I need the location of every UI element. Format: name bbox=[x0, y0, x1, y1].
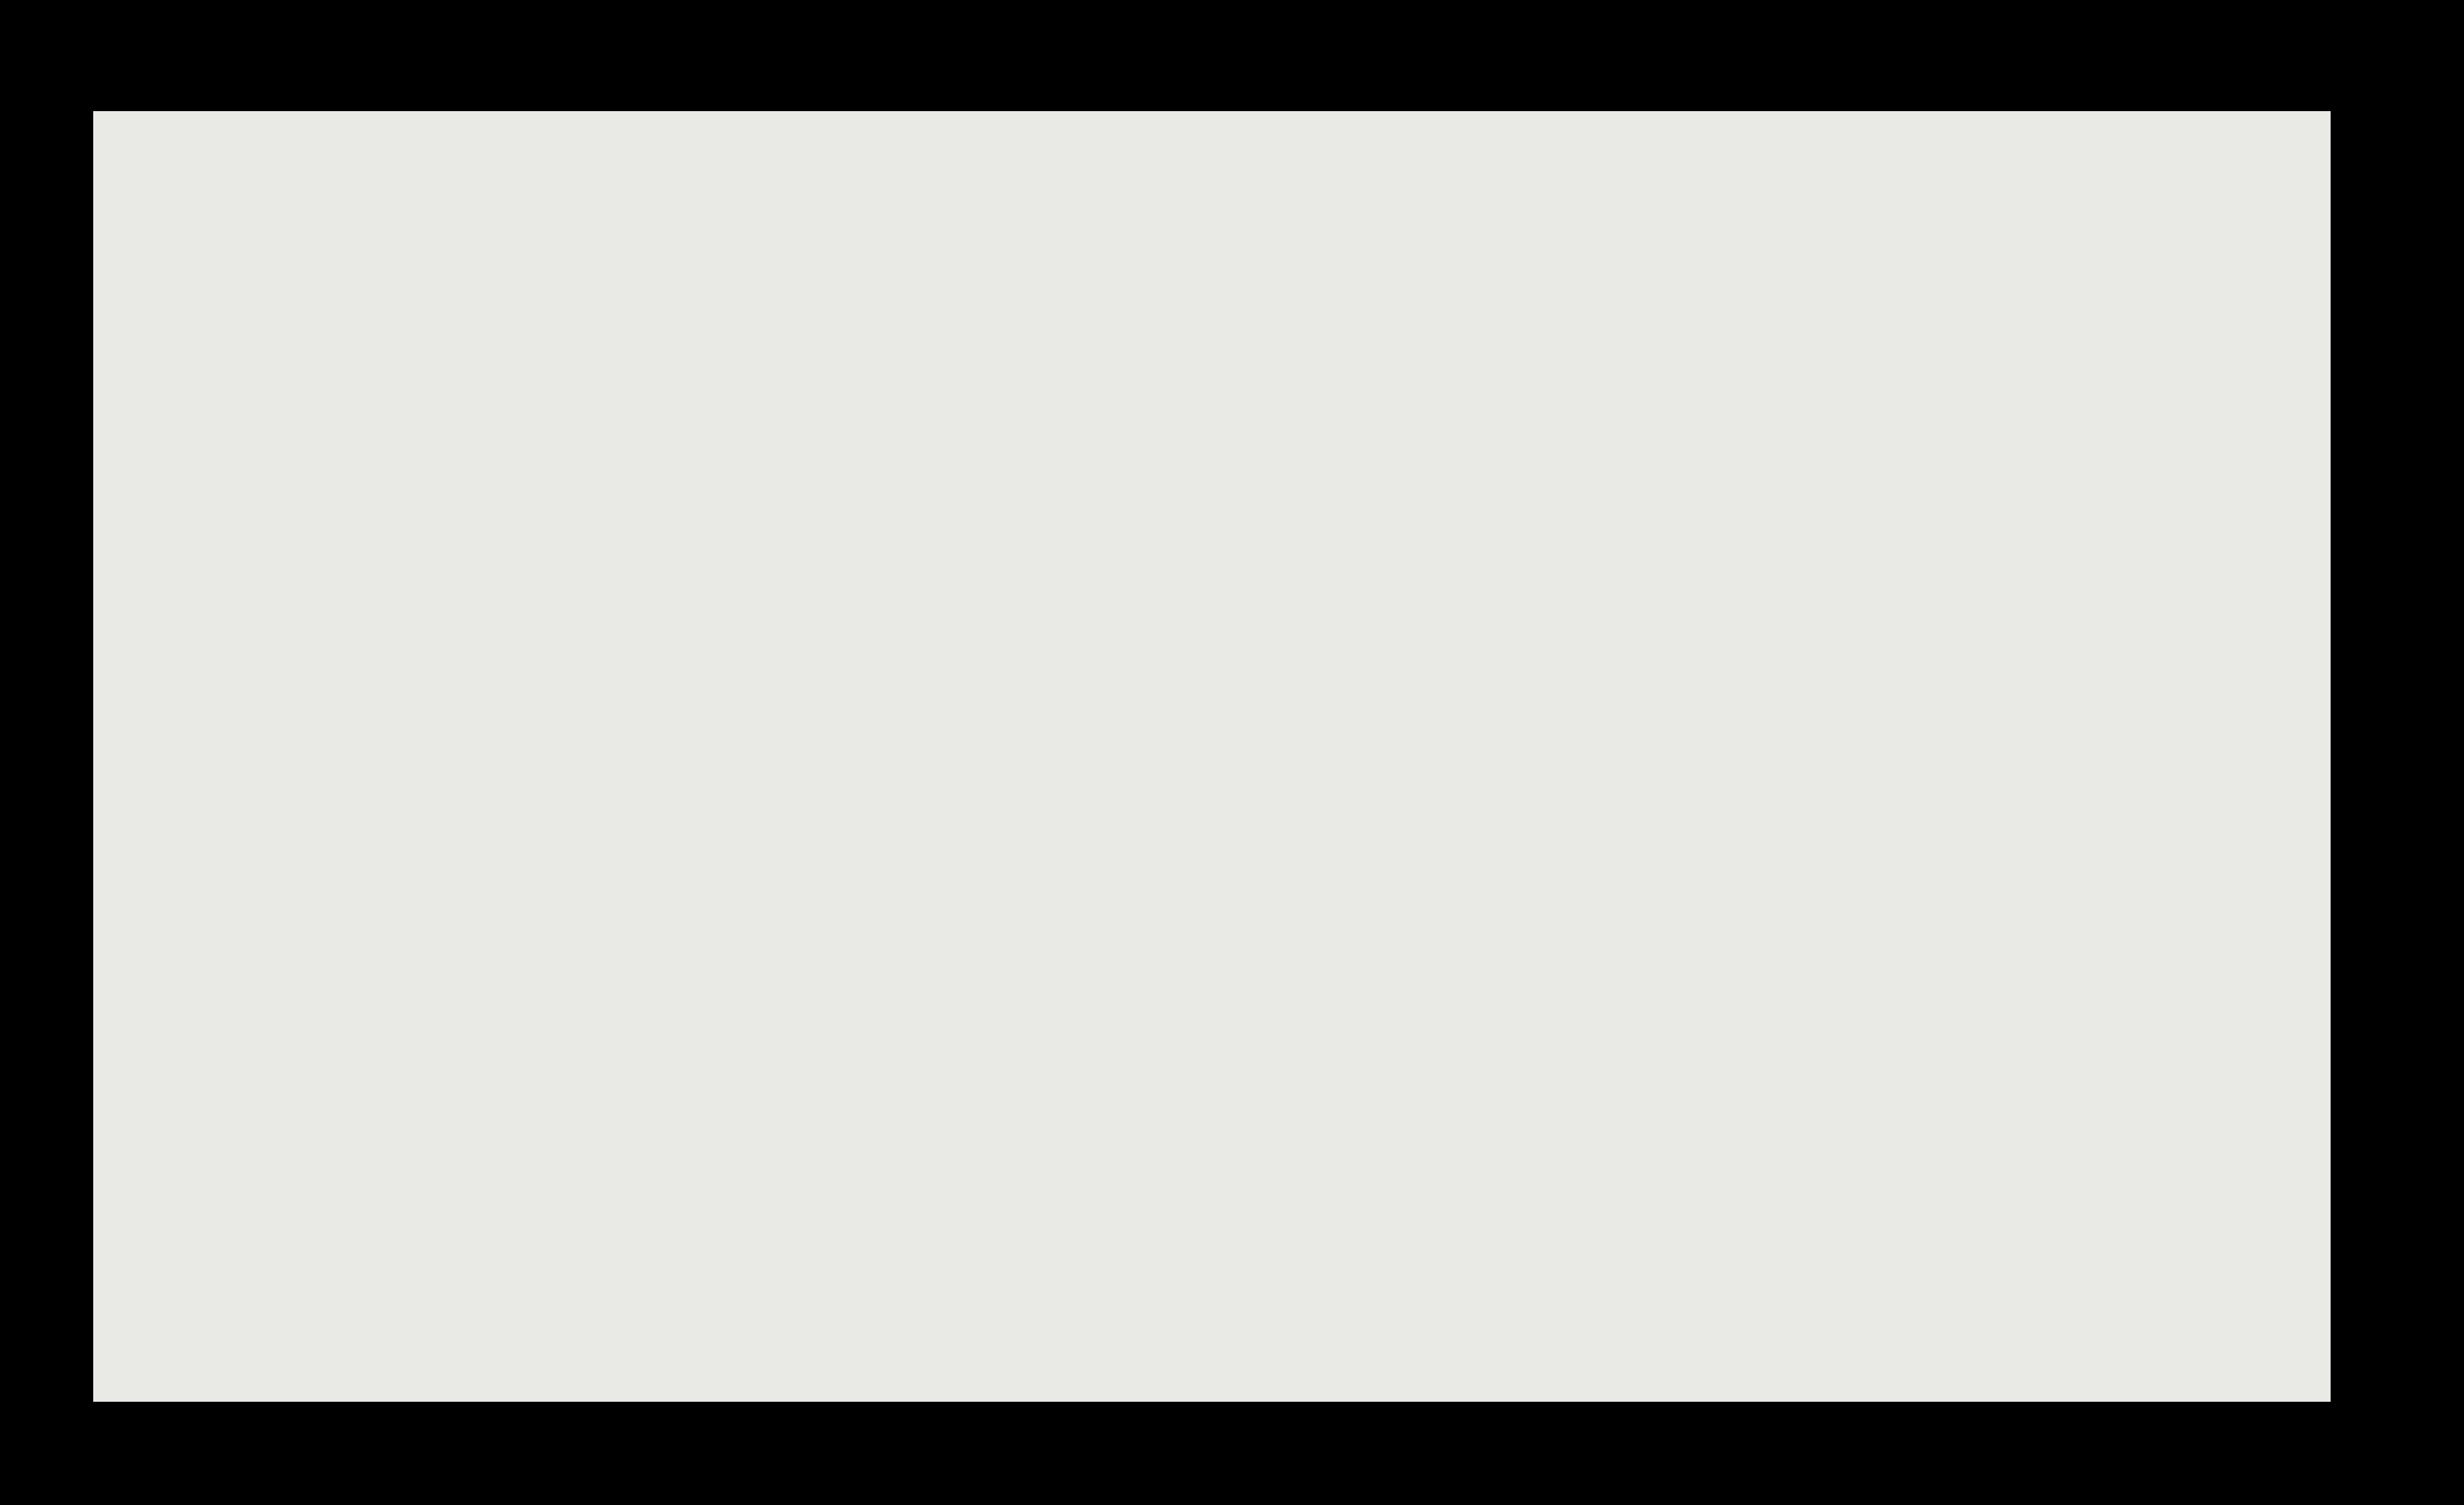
card-drawing bbox=[93, 111, 2331, 1402]
census-card-sheet bbox=[93, 111, 2331, 1402]
